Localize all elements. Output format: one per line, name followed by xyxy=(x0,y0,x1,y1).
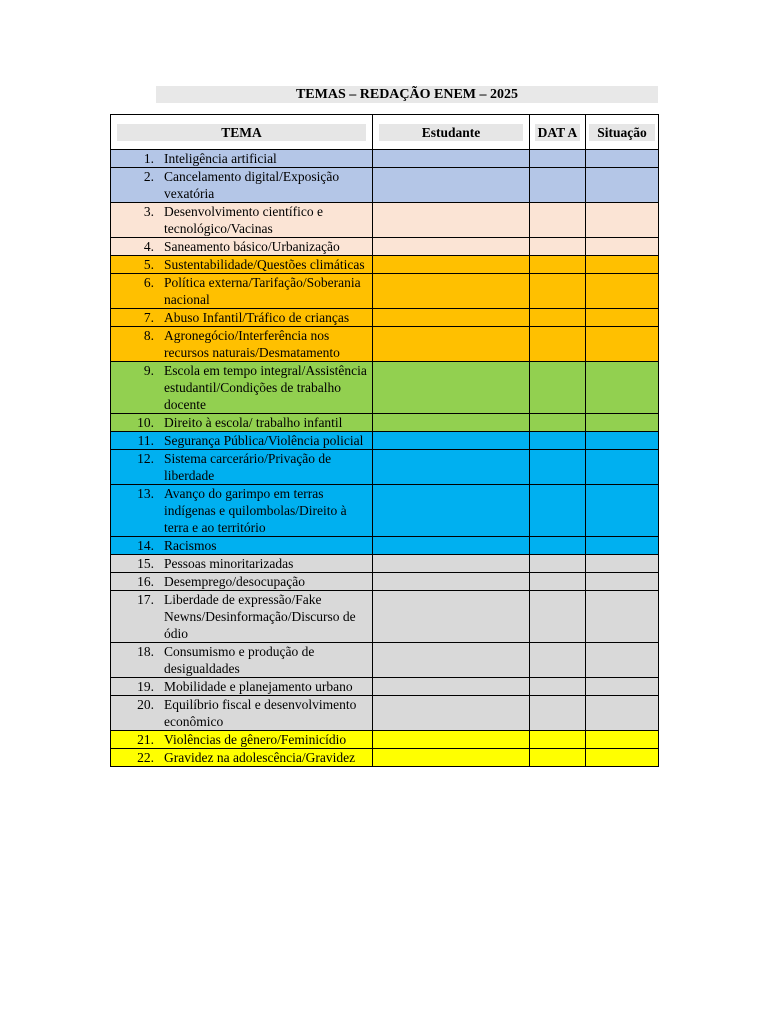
data-cell[interactable] xyxy=(530,485,586,537)
data-cell[interactable] xyxy=(530,749,586,767)
estudante-cell[interactable] xyxy=(373,643,530,678)
data-cell[interactable] xyxy=(530,362,586,414)
estudante-cell[interactable] xyxy=(373,591,530,643)
tema-cell[interactable] xyxy=(111,432,373,450)
row-number: 22. xyxy=(137,750,154,765)
data-cell[interactable] xyxy=(530,731,586,749)
tema-text: Pessoas minoritarizadas xyxy=(164,556,294,571)
estudante-cell[interactable] xyxy=(373,238,530,256)
table-header-row xyxy=(111,115,659,150)
tema-cell[interactable] xyxy=(111,414,373,432)
table-row xyxy=(111,537,659,555)
document-title: TEMAS – REDAÇÃO ENEM – 2025 xyxy=(156,86,658,103)
tema-cell[interactable] xyxy=(111,238,373,256)
estudante-cell[interactable] xyxy=(373,555,530,573)
estudante-cell[interactable] xyxy=(373,749,530,767)
table-row xyxy=(111,678,659,696)
situacao-cell[interactable] xyxy=(586,309,659,327)
row-number: 14. xyxy=(137,538,154,553)
tema-text: Gravidez na adolescência/Gravidez xyxy=(164,750,356,765)
table-row xyxy=(111,309,659,327)
table-row xyxy=(111,555,659,573)
tema-text: Inteligência artificial xyxy=(164,151,277,166)
situacao-cell[interactable] xyxy=(586,256,659,274)
situacao-cell[interactable] xyxy=(586,432,659,450)
estudante-cell[interactable] xyxy=(373,274,530,309)
tema-text: Liberdade de expressão/Fake Newns/Desinformação/Discurso de ódio xyxy=(164,592,356,641)
tema-cell[interactable] xyxy=(111,168,373,203)
situacao-cell[interactable] xyxy=(586,731,659,749)
estudante-cell[interactable] xyxy=(373,256,530,274)
situacao-cell[interactable] xyxy=(586,327,659,362)
row-number: 2. xyxy=(143,169,154,184)
table-row xyxy=(111,591,659,643)
row-number: 12. xyxy=(137,451,154,466)
tema-text: Direito à escola/ trabalho infantil xyxy=(164,415,343,430)
row-number: 1. xyxy=(143,151,154,166)
situacao-cell[interactable] xyxy=(586,555,659,573)
tema-cell[interactable] xyxy=(111,203,373,238)
estudante-cell[interactable] xyxy=(373,327,530,362)
situacao-cell[interactable] xyxy=(586,485,659,537)
situacao-cell[interactable] xyxy=(586,414,659,432)
estudante-cell[interactable] xyxy=(373,696,530,731)
data-cell[interactable] xyxy=(530,450,586,485)
tema-text: Segurança Pública/Violência policial xyxy=(164,433,364,448)
estudante-cell[interactable] xyxy=(373,168,530,203)
tema-cell[interactable] xyxy=(111,327,373,362)
estudante-cell[interactable] xyxy=(373,432,530,450)
row-number: 6. xyxy=(143,275,154,290)
situacao-cell[interactable] xyxy=(586,643,659,678)
tema-cell[interactable] xyxy=(111,485,373,537)
row-number: 11. xyxy=(137,433,154,448)
data-cell[interactable] xyxy=(530,309,586,327)
tema-text: Sustentabilidade/Questões climáticas xyxy=(164,257,365,272)
situacao-cell[interactable] xyxy=(586,573,659,591)
table-row xyxy=(111,485,659,537)
header-estudante: Estudante xyxy=(373,115,530,150)
tema-text: Cancelamento digital/Exposição vexatória xyxy=(164,169,340,201)
table-row xyxy=(111,274,659,309)
table-row xyxy=(111,696,659,731)
estudante-cell[interactable] xyxy=(373,485,530,537)
tema-text: Violências de gênero/Feminicídio xyxy=(164,732,347,747)
tema-text: Política externa/Tarifação/Soberania nacional xyxy=(164,275,361,307)
tema-text: Desenvolvimento científico e tecnológico/Vacinas xyxy=(164,204,323,236)
situacao-cell[interactable] xyxy=(586,203,659,238)
table-row xyxy=(111,731,659,749)
tema-text: Desemprego/desocupação xyxy=(164,574,305,589)
table-row xyxy=(111,573,659,591)
situacao-cell[interactable] xyxy=(586,150,659,168)
data-cell[interactable] xyxy=(530,573,586,591)
estudante-cell[interactable] xyxy=(373,573,530,591)
situacao-cell[interactable] xyxy=(586,450,659,485)
table-row xyxy=(111,432,659,450)
estudante-cell[interactable] xyxy=(373,537,530,555)
row-number: 4. xyxy=(143,239,154,254)
data-cell[interactable] xyxy=(530,555,586,573)
situacao-cell[interactable] xyxy=(586,168,659,203)
estudante-cell[interactable] xyxy=(373,731,530,749)
tema-cell[interactable] xyxy=(111,573,373,591)
table-row xyxy=(111,203,659,238)
tema-text: Escola em tempo integral/Assistência estudantil/Condições de trabalho docente xyxy=(164,363,367,412)
row-number: 19. xyxy=(137,679,154,694)
data-cell[interactable] xyxy=(530,432,586,450)
situacao-cell[interactable] xyxy=(586,749,659,767)
tema-cell[interactable] xyxy=(111,591,373,643)
table-row xyxy=(111,327,659,362)
estudante-cell[interactable] xyxy=(373,309,530,327)
row-number: 7. xyxy=(143,310,154,325)
tema-cell[interactable] xyxy=(111,150,373,168)
row-number: 16. xyxy=(137,574,154,589)
data-cell[interactable] xyxy=(530,274,586,309)
situacao-cell[interactable] xyxy=(586,274,659,309)
tema-cell[interactable] xyxy=(111,362,373,414)
tema-cell[interactable] xyxy=(111,256,373,274)
data-cell[interactable] xyxy=(530,150,586,168)
table-row xyxy=(111,168,659,203)
table-row xyxy=(111,362,659,414)
data-cell[interactable] xyxy=(530,238,586,256)
row-number: 15. xyxy=(137,556,154,571)
row-number: 10. xyxy=(137,415,154,430)
data-cell[interactable] xyxy=(530,327,586,362)
tema-text: Racismos xyxy=(164,538,217,553)
themes-table xyxy=(110,114,659,767)
table-row xyxy=(111,643,659,678)
row-number: 8. xyxy=(143,328,154,343)
row-number: 17. xyxy=(137,592,154,607)
tema-cell[interactable] xyxy=(111,643,373,678)
tema-cell[interactable] xyxy=(111,555,373,573)
table-row xyxy=(111,450,659,485)
tema-text: Consumismo e produção de desigualdades xyxy=(164,644,315,676)
tema-text: Saneamento básico/Urbanização xyxy=(164,239,340,254)
row-number: 3. xyxy=(143,204,154,219)
tema-cell[interactable] xyxy=(111,696,373,731)
situacao-cell[interactable] xyxy=(586,238,659,256)
tema-cell[interactable] xyxy=(111,749,373,767)
header-situacao: Situação xyxy=(586,115,659,150)
row-number: 18. xyxy=(137,644,154,659)
header-tema: TEMA xyxy=(111,115,373,150)
estudante-cell[interactable] xyxy=(373,362,530,414)
tema-cell[interactable] xyxy=(111,537,373,555)
row-number: 9. xyxy=(143,363,154,378)
estudante-cell[interactable] xyxy=(373,203,530,238)
tema-cell[interactable] xyxy=(111,309,373,327)
tema-text: Agronegócio/Interferência nos recursos naturais/Desmatamento xyxy=(164,328,340,360)
estudante-cell[interactable] xyxy=(373,414,530,432)
header-data: DAT A xyxy=(530,115,586,150)
tema-cell[interactable] xyxy=(111,678,373,696)
tema-text: Mobilidade e planejamento urbano xyxy=(164,679,353,694)
data-cell[interactable] xyxy=(530,591,586,643)
tema-cell[interactable] xyxy=(111,450,373,485)
data-cell[interactable] xyxy=(530,537,586,555)
tema-cell[interactable] xyxy=(111,274,373,309)
tema-text: Equilíbrio fiscal e desenvolvimento econômico xyxy=(164,697,357,729)
tema-text: Avanço do garimpo em terras indígenas e quilombolas/Direito à terra e ao território xyxy=(164,486,347,535)
data-cell[interactable] xyxy=(530,168,586,203)
situacao-cell[interactable] xyxy=(586,362,659,414)
table-row xyxy=(111,414,659,432)
tema-cell[interactable] xyxy=(111,731,373,749)
row-number: 13. xyxy=(137,486,154,501)
row-number: 20. xyxy=(137,697,154,712)
data-cell[interactable] xyxy=(530,256,586,274)
table-row xyxy=(111,749,659,767)
row-number: 21. xyxy=(137,732,154,747)
situacao-cell[interactable] xyxy=(586,537,659,555)
estudante-cell[interactable] xyxy=(373,150,530,168)
table-row xyxy=(111,238,659,256)
tema-text: Abuso Infantil/Tráfico de crianças xyxy=(164,310,350,325)
data-cell[interactable] xyxy=(530,696,586,731)
table-row xyxy=(111,150,659,168)
data-cell[interactable] xyxy=(530,643,586,678)
table-row xyxy=(111,256,659,274)
data-cell[interactable] xyxy=(530,678,586,696)
situacao-cell[interactable] xyxy=(586,591,659,643)
situacao-cell[interactable] xyxy=(586,696,659,731)
tema-text: Sistema carcerário/Privação de liberdade xyxy=(164,451,332,483)
estudante-cell[interactable] xyxy=(373,678,530,696)
data-cell[interactable] xyxy=(530,414,586,432)
situacao-cell[interactable] xyxy=(586,678,659,696)
data-cell[interactable] xyxy=(530,203,586,238)
row-number: 5. xyxy=(143,257,154,272)
estudante-cell[interactable] xyxy=(373,450,530,485)
